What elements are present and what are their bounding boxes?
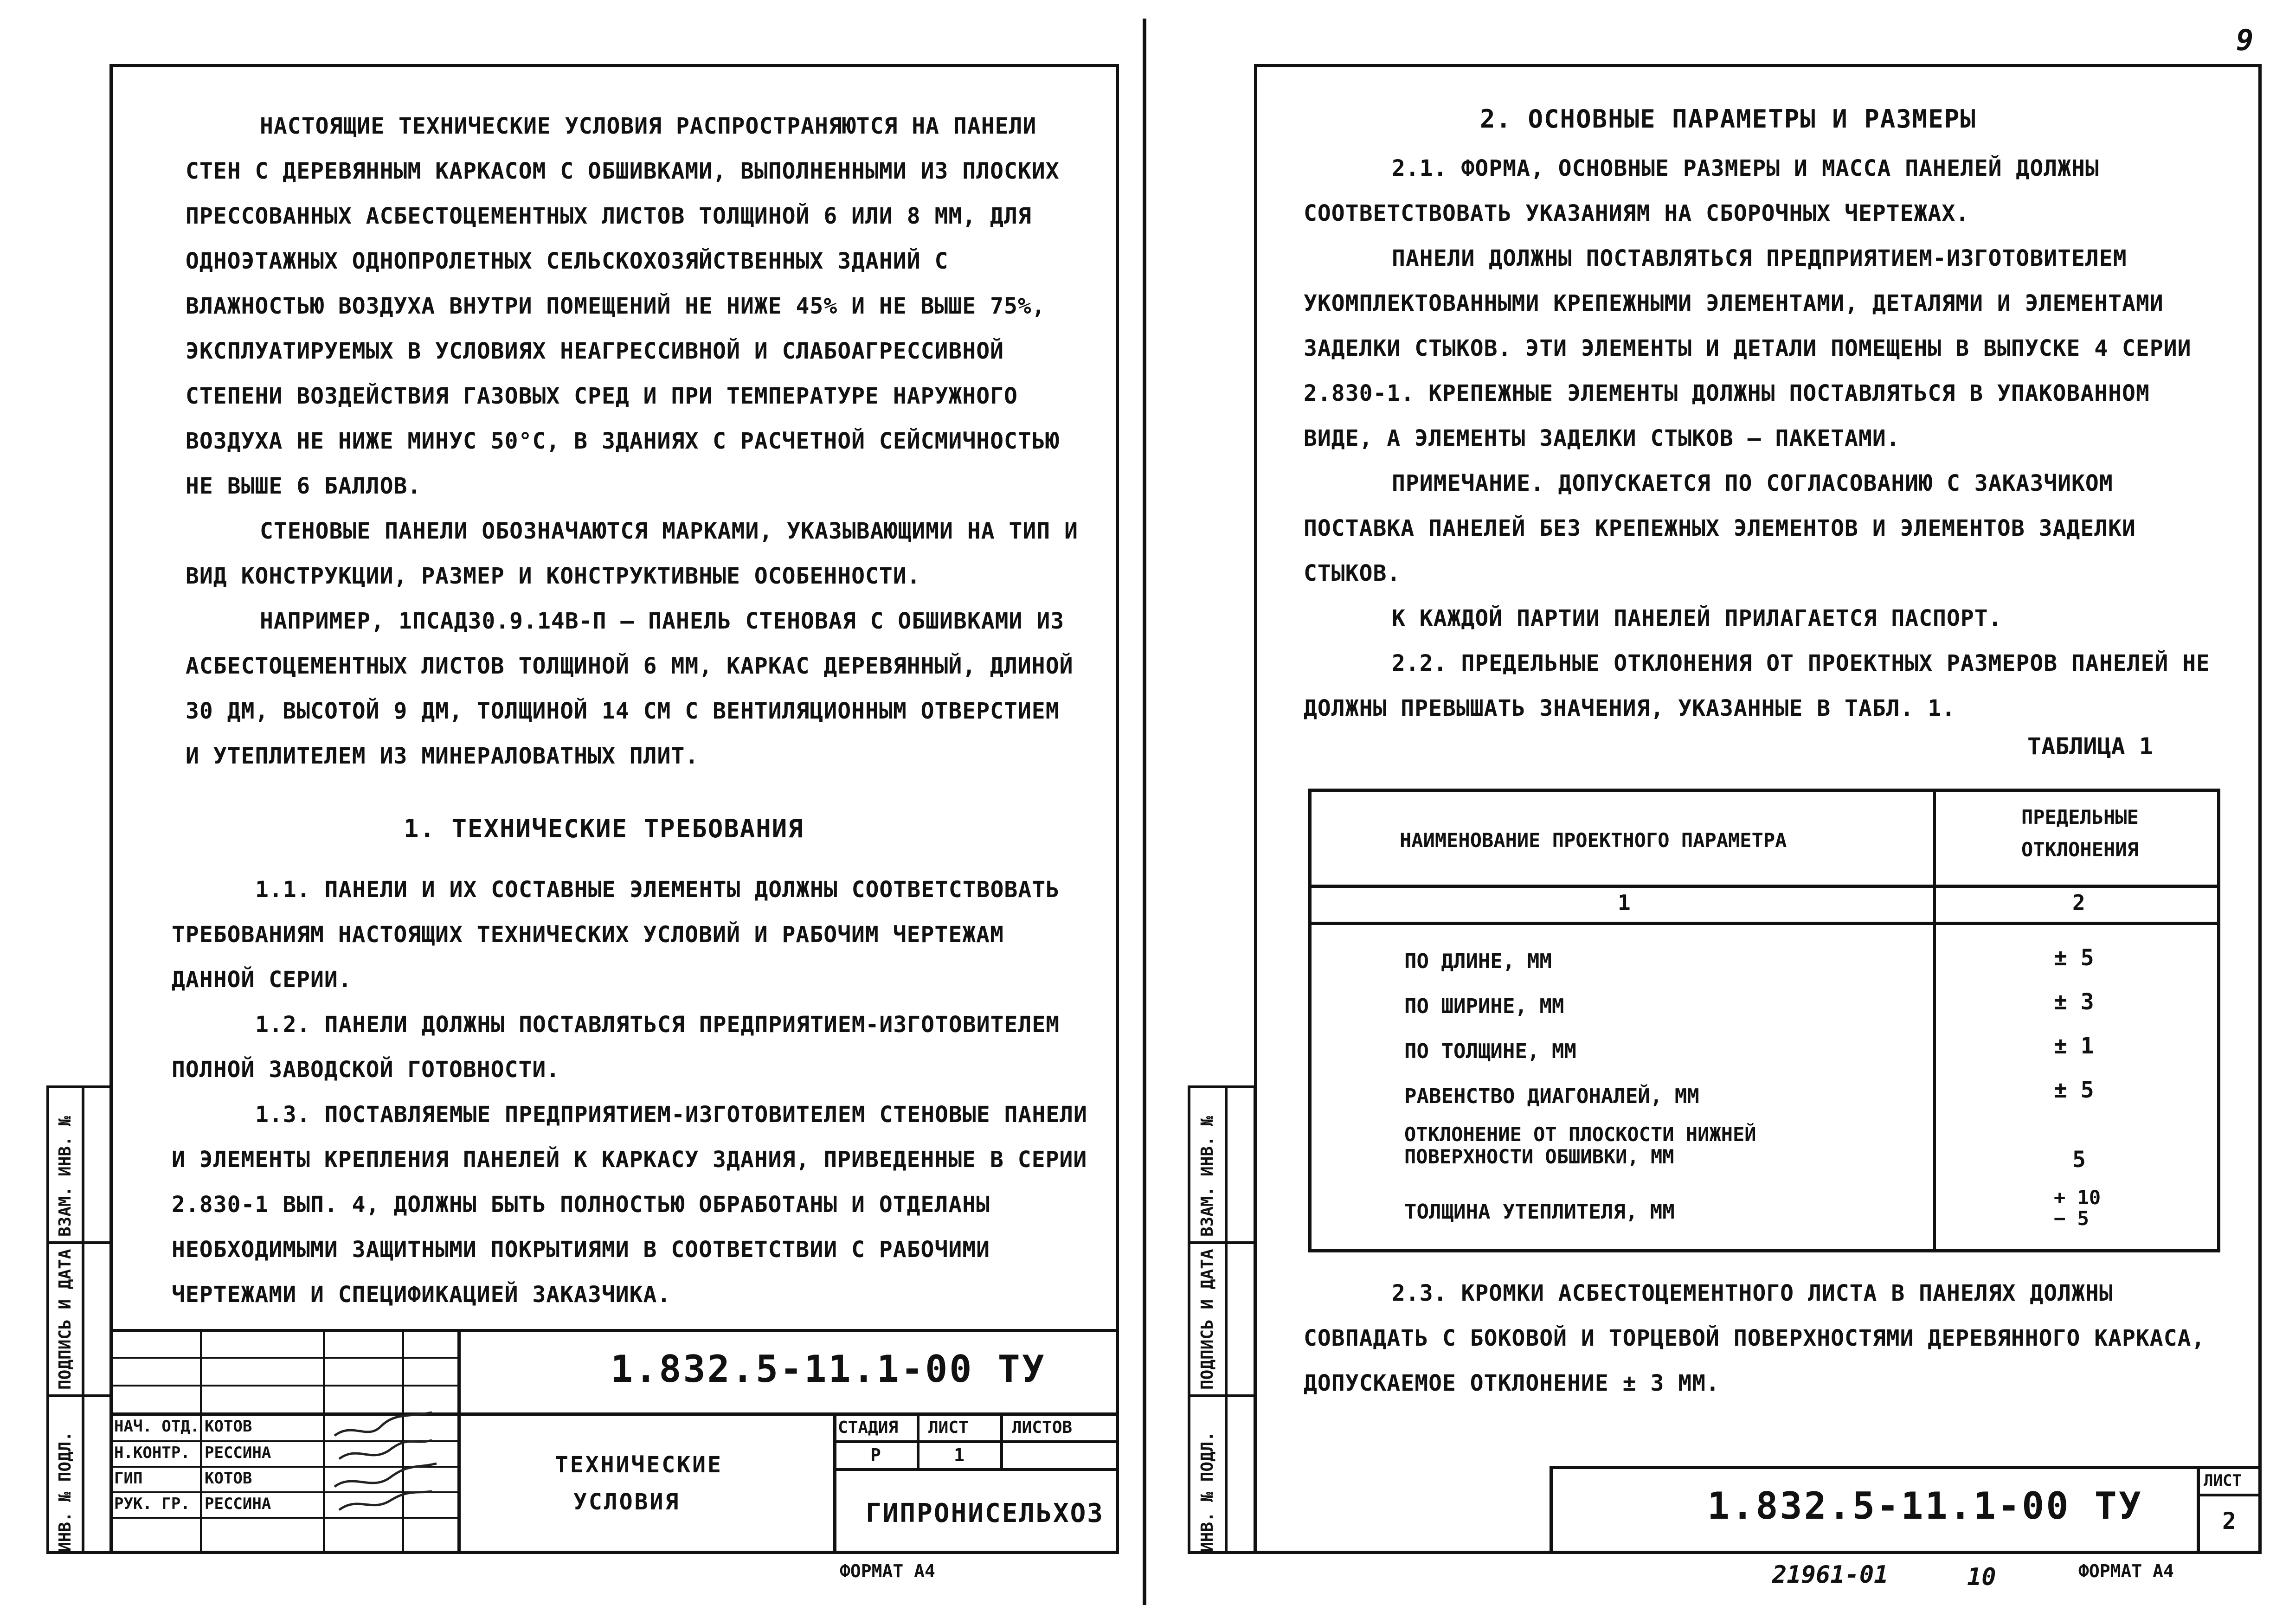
sheets-label: ЛИСТОВ (1012, 1418, 1073, 1437)
row-flatness-value: 5 (2072, 1147, 2086, 1173)
param-supply: ПАНЕЛИ ДОЛЖНЫ ПОСТАВЛЯТЬСЯ ПРЕДПРИЯТИЕМ-ИЗГОТОВИТЕЛЕМ УКОМПЛЕКТОВАННЫМИ КРЕПЕЖНЫМИ ЭЛЕМЕНТАМИ, ДЕТАЛЯМИ И ЭЛЕМЕНТАМИ ЗАДЕЛКИ СТЫКОВ. ЭТИ ЭЛЕМЕНТЫ И ДЕТАЛИ ПОМЕЩЕНЫ В ВЫПУСКЕ 4 СЕРИИ 2.830-1. КРЕПЕЖНЫЕ ЭЛЕМЕНТЫ ДОЛЖНЫ ПОСТАВЛЯТЬСЯ В УПАКОВАННОМ ВИДЕ, А ЭЛЕМЕНТЫ ЗАДЕЛКИ СТЫКОВ – ПАКЕТАМИ. (1304, 245, 2192, 451)
name-3: КОТОВ (205, 1469, 252, 1488)
param-2-2: 2.2. ПРЕДЕЛЬНЫЕ ОТКЛОНЕНИЯ ОТ ПРОЕКТНЫХ РАЗМЕРОВ ПАНЕЛЕЙ НЕ ДОЛЖНЫ ПРЕВЫШАТЬ ЗНАЧЕНИЯ, УКАЗАННЫЕ В ТАБЛ. 1. (1304, 650, 2211, 721)
row-length-param: ПО ДЛИНЕ, ММ (1404, 950, 1552, 973)
table-header-dev-2: ОТКЛОНЕНИЯ (2021, 838, 2139, 861)
row-diagonals-value: ± 5 (2054, 1077, 2094, 1103)
right-doc-code: 1.832.5-11.1-00 ТУ (1707, 1484, 2143, 1528)
organization: ГИПРОНИСЕЛЬХОЗ (866, 1498, 1105, 1528)
row-length-value: ± 5 (2054, 945, 2094, 971)
row-width-value: ± 3 (2054, 989, 2094, 1015)
left-intro (186, 104, 1086, 779)
row-diagonals-param: РАВЕНСТВО ДИАГОНАЛЕЙ, ММ (1404, 1085, 1699, 1108)
sheet-value: 1 (954, 1445, 964, 1465)
row-insulation-minus: − 5 (2054, 1207, 2089, 1230)
right-side-stamp (1188, 1085, 1256, 1554)
right-side-stamp-signature-date: ПОДПИСЬ И ДАТА (1198, 1249, 1217, 1390)
param-2-3: 2.3. КРОМКИ АСБЕСТОЦЕМЕНТНОГО ЛИСТА В ПАНЕЛЯХ ДОЛЖНЫ СОВПАДАТЬ С БОКОВОЙ И ТОРЦЕВОЙ ПОВЕРХНОСТЯМИ ДЕРЕВЯННОГО КАРКАСА, ДОПУСКАЕМОЕ ОТКЛОНЕНИЕ ± 3 ММ. (1304, 1280, 2205, 1396)
req-1-1: 1.1. ПАНЕЛИ И ИХ СОСТАВНЫЕ ЭЛЕМЕНТЫ ДОЛЖНЫ СООТВЕТСТВОВАТЬ ТРЕБОВАНИЯМ НАСТОЯЩИХ ТЕХНИЧЕСКИХ УСЛОВИЙ И РАБОЧИМ ЧЕРТЕЖАМ ДАННОЙ СЕРИИ. (172, 877, 1060, 993)
row-width-param: ПО ШИРИНЕ, ММ (1404, 995, 1564, 1018)
stage-value: Р (870, 1445, 881, 1465)
side-stamp-signature-date: ПОДПИСЬ И ДАТА (56, 1249, 75, 1390)
name-4: РЕССИНА (205, 1495, 271, 1513)
table-caption: ТАБЛИЦА 1 (2027, 733, 2153, 760)
row-insulation-plus: + 10 (2054, 1186, 2101, 1209)
signature-scribbles (325, 1394, 446, 1524)
right-sheet-value: 2 (2222, 1508, 2237, 1534)
table-header-dev-1: ПРЕДЕЛЬНЫЕ (2021, 806, 2139, 828)
role-4: РУК. ГР. (114, 1495, 190, 1513)
param-note: ПРИМЕЧАНИЕ. ДОПУСКАЕТСЯ ПО СОГЛАСОВАНИЮ С ЗАКАЗЧИКОМ ПОСТАВКА ПАНЕЛЕЙ БЕЗ КРЕПЕЖНЫХ ЭЛЕМЕНТОВ И ЭЛЕМЕНТОВ ЗАДЕЛКИ СТЫКОВ. (1304, 470, 2136, 586)
doc-code: 1.832.5-11.1-00 ТУ (611, 1348, 1046, 1391)
intro-paragraph-2: СТЕНОВЫЕ ПАНЕЛИ ОБОЗНАЧАЮТСЯ МАРКАМИ, УКАЗЫВАЮЩИМИ НА ТИП И ВИД КОНСТРУКЦИИ, РАЗМЕР И КОНСТРУКТИВНЫЕ ОСОБЕННОСТИ. (186, 518, 1079, 589)
name-1: КОТОВ (205, 1417, 252, 1436)
fold-line (1143, 19, 1146, 1605)
intro-paragraph-3: НАПРИМЕР, 1ПСАД30.9.14В-П – ПАНЕЛЬ СТЕНОВАЯ С ОБШИВКАМИ ИЗ АСБЕСТОЦЕМЕНТНЫХ ЛИСТОВ ТОЛЩИНОЙ 6 ММ, КАРКАС ДЕРЕВЯННЫЙ, ДЛИНОЙ 30 ДМ, ВЫСОТОЙ 9 ДМ, ТОЛЩИНОЙ 14 СМ С ВЕНТИЛЯЦИОННЫМ ОТВЕРСТИЕМ И УТЕПЛИТЕЛЕМ ИЗ МИНЕРАЛОВАТНЫХ ПЛИТ. (186, 608, 1074, 769)
row-thickness-value: ± 1 (2054, 1033, 2094, 1059)
right-params (1304, 146, 2227, 731)
doc-title-line1: ТЕХНИЧЕСКИЕ (555, 1452, 723, 1478)
left-title-block (109, 1329, 1119, 1554)
table-colnum-2: 2 (2072, 890, 2085, 915)
right-sheet-label: ЛИСТ (2204, 1471, 2242, 1490)
right-format-label: ФОРМАТ А4 (2078, 1561, 2174, 1581)
role-3: ГИП (114, 1469, 143, 1488)
right-bottom-paragraph (1304, 1271, 2222, 1406)
side-stamp-vzam-inv: ВЗАМ. ИНВ. № (56, 1116, 75, 1237)
footer-page: 10 (1967, 1563, 1996, 1591)
page-number: 9 (2236, 23, 2254, 57)
req-1-2: 1.2. ПАНЕЛИ ДОЛЖНЫ ПОСТАВЛЯТЬСЯ ПРЕДПРИЯТИЕМ-ИЗГОТОВИТЕЛЕМ ПОЛНОЙ ЗАВОДСКОЙ ГОТОВНОСТИ. (172, 1012, 1060, 1083)
row-thickness-param: ПО ТОЛЩИНЕ, ММ (1404, 1040, 1576, 1063)
right-side-stamp-inv-podl: ИНВ. № ПОДЛ. (1198, 1431, 1217, 1552)
left-side-stamp (46, 1085, 112, 1554)
table-colnum-1: 1 (1618, 890, 1631, 915)
side-stamp-inv-podl: ИНВ. № ПОДЛ. (56, 1431, 75, 1552)
right-side-stamp-vzam-inv: ВЗАМ. ИНВ. № (1198, 1116, 1217, 1237)
left-format-label: ФОРМАТ А4 (840, 1561, 935, 1581)
role-2: Н.КОНТР. (114, 1444, 190, 1462)
right-section-title: 2. ОСНОВНЫЕ ПАРАМЕТРЫ И РАЗМЕРЫ (1480, 104, 1976, 134)
name-2: РЕССИНА (205, 1444, 271, 1462)
footer-archive-number: 21961-01 (1772, 1561, 1889, 1589)
left-requirements (172, 867, 1090, 1317)
table-header-param: НАИМЕНОВАНИЕ ПРОЕКТНОГО ПАРАМЕТРА (1400, 829, 1787, 852)
param-2-1: 2.1. ФОРМА, ОСНОВНЫЕ РАЗМЕРЫ И МАССА ПАНЕЛЕЙ ДОЛЖНЫ СООТВЕТСТВОВАТЬ УКАЗАНИЯМ НА СБОРОЧНЫХ ЧЕРТЕЖАХ. (1304, 155, 2099, 226)
intro-paragraph-1: НАСТОЯЩИЕ ТЕХНИЧЕСКИЕ УСЛОВИЯ РАСПРОСТРАНЯЮТСЯ НА ПАНЕЛИ СТЕН С ДЕРЕВЯННЫМ КАРКАСОМ С ОБШИВКАМИ, ВЫПОЛНЕННЫМИ ИЗ ПЛОСКИХ ПРЕССОВАННЫХ АСБЕСТОЦЕМЕНТНЫХ ЛИСТОВ ТОЛЩИНОЙ 6 ИЛИ 8 ММ, ДЛЯ ОДНОЭТАЖНЫХ ОДНОПРОЛЕТНЫХ СЕЛЬСКОХОЗЯЙСТВЕННЫХ ЗДАНИЙ С ВЛАЖНОСТЬЮ ВОЗДУХА ВНУТРИ ПОМЕЩЕНИЙ НЕ НИЖЕ 45% И НЕ ВЫШЕ 75%, ЭКСПЛУАТИРУЕМЫХ В УСЛОВИЯХ НЕАГРЕССИВНОЙ И СЛАБОАГРЕССИВНОЙ СТЕПЕНИ ВОЗДЕЙСТВИЯ ГАЗОВЫХ СРЕД И ПРИ ТЕМПЕРАТУРЕ НАРУЖНОГО ВОЗДУХА НЕ НИЖЕ МИНУС 50°С, В ЗДАНИЯХ С РАСЧЕТНОЙ СЕЙСМИЧНОСТЬЮ НЕ ВЫШЕ 6 БАЛЛОВ. (186, 113, 1060, 499)
left-section-title: 1. ТЕХНИЧЕСКИЕ ТРЕБОВАНИЯ (404, 814, 804, 843)
stage-label: СТАДИЯ (838, 1418, 899, 1437)
param-passport: К КАЖДОЙ ПАРТИИ ПАНЕЛЕЙ ПРИЛАГАЕТСЯ ПАСПОРТ. (1392, 605, 2002, 631)
row-insulation-param: ТОЛЩИНА УТЕПЛИТЕЛЯ, ММ (1404, 1200, 1675, 1224)
sheet-label: ЛИСТ (928, 1418, 969, 1437)
row-flatness-param: ОТКЛОНЕНИЕ ОТ ПЛОСКОСТИ НИЖНЕЙ ПОВЕРХНОСТИ ОБШИВКИ, ММ (1404, 1123, 1756, 1168)
doc-title-line2: УСЛОВИЯ (573, 1489, 681, 1515)
right-title-block (1550, 1466, 2262, 1554)
deviation-table (1308, 789, 2220, 1252)
req-1-3: 1.3. ПОСТАВЛЯЕМЫЕ ПРЕДПРИЯТИЕМ-ИЗГОТОВИТЕЛЕМ СТЕНОВЫЕ ПАНЕЛИ И ЭЛЕМЕНТЫ КРЕПЛЕНИЯ ПАНЕЛЕЙ К КАРКАСУ ЗДАНИЯ, ПРИВЕДЕННЫЕ В СЕРИИ 2.830-1 ВЫП. 4, ДОЛЖНЫ БЫТЬ ПОЛНОСТЬЮ ОБРАБОТАНЫ И ОТДЕЛАНЫ НЕОБХОДИМЫМИ ЗАЩИТНЫМИ ПОКРЫТИЯМИ В СООТВЕТСТВИИ С РАБОЧИМИ ЧЕРТЕЖАМИ И СПЕЦИФИКАЦИЕЙ ЗАКАЗЧИКА. (172, 1102, 1087, 1308)
role-1: НАЧ. ОТД. (114, 1417, 200, 1436)
